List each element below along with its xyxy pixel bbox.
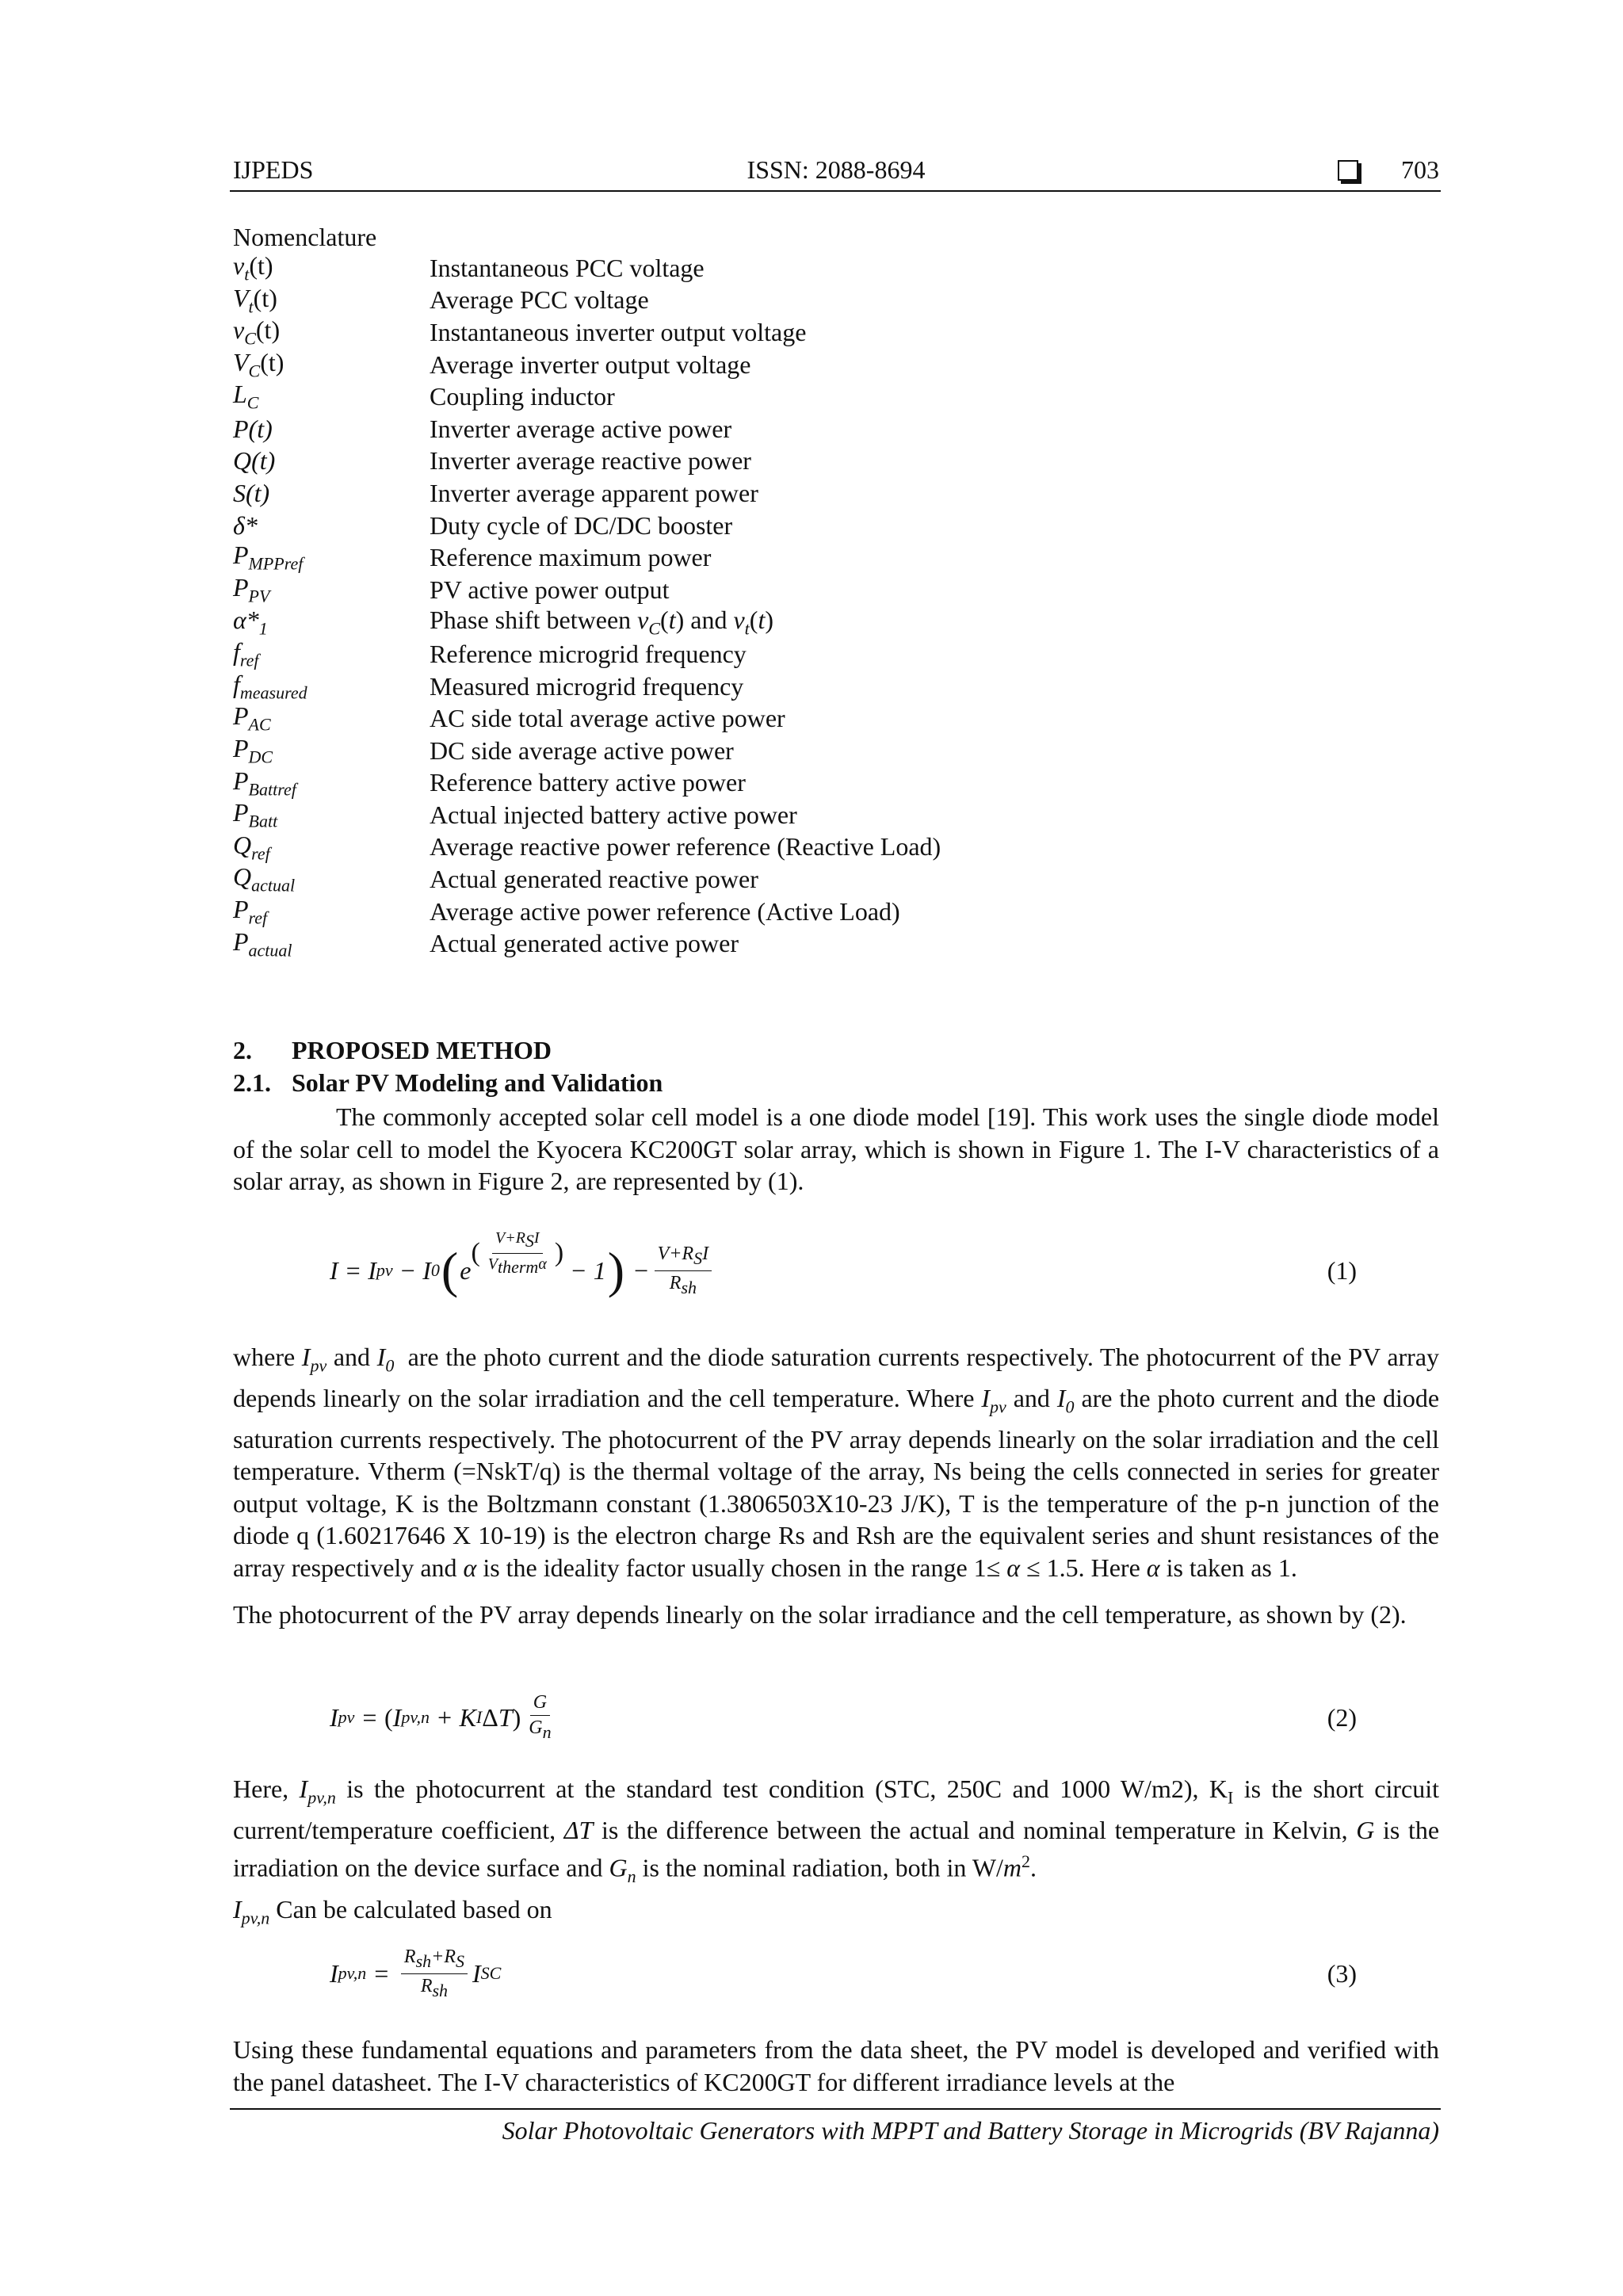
nomenclature-row: [233, 445, 1422, 478]
nomenclature-row: [233, 316, 1422, 349]
journal-name: IJPEDS: [233, 155, 314, 184]
nomenclature-description: Actual generated active power: [430, 929, 739, 958]
section-heading: 2. PROPOSED METHOD: [233, 1036, 552, 1064]
nomenclature-symbol: $Q_{actual}$: [233, 862, 296, 896]
nomenclature-row: [233, 702, 1422, 735]
nomenclature-row: [233, 477, 1422, 510]
paragraph-where: where $I_{pv}$ and $I_0$ are the photo current and the diode saturation currents respectively. The photocurrent of the PV array depends linearly on the solar irradiation and the cell temperature. Where $I_{pv}$ and $I_0$ are the photo current and the diode saturation currents respectively. The photocurrent of the PV array depends linearly on the solar irradiation and the cell temperature. Vtherm (=NskT/q) is the thermal voltage of the array, Ns being the cells connected in series for greater output voltage, K is the Boltzmann constant (1.3806503X10-23 J/K), T is the temperature of the p-n junction of the diode q (1.60217646 X 10-19) is the electron charge Rs and Rsh are the equivalent series and shunt resistances of the array respectively and α is the ideality factor usually chosen in the range 1≤ α ≤ 1.5. Here α is taken as 1.: [233, 1343, 1440, 1582]
nomenclature-row: [233, 285, 1422, 317]
nomenclature-symbol: $P_{MPPref}$: [233, 541, 304, 574]
nomenclature-symbol: $P_{Batt}$: [233, 798, 278, 831]
nomenclature-symbol: Q(t): [233, 446, 276, 476]
nomenclature-description: PV active power output: [430, 575, 670, 604]
nomenclature-row: [233, 767, 1422, 800]
nomenclature-description: Actual injected battery active power: [430, 800, 797, 829]
nomenclature-row: [233, 510, 1422, 542]
nomenclature-description: Reference battery active power: [430, 768, 746, 797]
nomenclature-symbol: $P_{DC}$: [233, 734, 273, 767]
nomenclature-description: DC side average active power: [430, 735, 734, 765]
nomenclature-symbol: $P_{PV}$: [233, 573, 270, 606]
nomenclature-description: Average PCC voltage: [430, 285, 649, 315]
equation-1: I = I pv − I 0 ( e ( $\frac{V+R_SI}{V_{therm}\alpha}$ ) − 1 ) − $\frac{V+R_SI}{R_{sh}}$ (1): [233, 1227, 1439, 1314]
nomenclature-row: [233, 541, 1422, 574]
equation-3: I pv,n = $\frac{R_{sh}+R_S}{R_{sh}}$ I SC (3): [233, 1930, 1439, 2017]
nomenclature-symbol: $P_{AC}$: [233, 701, 271, 735]
nomenclature-symbol: $P_{ref}$: [233, 894, 268, 928]
page-number: 703: [1401, 155, 1439, 184]
nomenclature-row: [233, 831, 1422, 864]
nomenclature-description: Coupling inductor: [430, 382, 615, 411]
nomenclature-description: Actual generated reactive power: [430, 865, 758, 894]
nomenclature-description: Duty cycle of DC/DC booster: [430, 510, 733, 540]
header-rule: [230, 190, 1441, 192]
nomenclature-description: Instantaneous PCC voltage: [430, 253, 705, 282]
issn: ISSN: 2088-8694: [747, 155, 926, 184]
nomenclature-row: [233, 380, 1422, 413]
running-footer: Solar Photovoltaic Generators with MPPT and Battery Storage in Microgrids (BV Rajanna): [502, 2116, 1439, 2145]
running-header: [233, 155, 1439, 190]
nomenclature-symbol: $v_t(t)$: [233, 251, 273, 285]
nomenclature-row: [233, 574, 1422, 606]
nomenclature-row: [233, 413, 1422, 445]
equation-number: (2): [1327, 1702, 1357, 1732]
nomenclature-description: Phase shift between $v_C(t)$ and $v_t(t)$: [430, 605, 773, 639]
subsection-heading: 2.1. Solar PV Modeling and Validation: [233, 1068, 663, 1097]
nomenclature-symbol: $\alpha*_1$: [233, 605, 268, 639]
nomenclature-symbol: $f_{ref}$: [233, 637, 259, 670]
nomenclature-description: Average reactive power reference (Reactive Load): [430, 832, 941, 861]
nomenclature-row: [233, 670, 1422, 703]
nomenclature-row: [233, 896, 1422, 928]
nomenclature-description: Inverter average reactive power: [430, 446, 751, 476]
nomenclature-symbol: $v_C(t)$: [233, 315, 281, 349]
nomenclature-symbol: $f_{measured}$: [233, 669, 307, 703]
nomenclature-row: [233, 927, 1422, 960]
equation-number: (1): [1327, 1255, 1357, 1285]
nomenclature-row: [233, 252, 1422, 285]
footer-rule: [230, 2108, 1441, 2110]
nomenclature-symbol: $V_t(t)$: [233, 283, 277, 317]
nomenclature-symbol: $V_C(t)$: [233, 347, 285, 381]
nomenclature-description: Average active power reference (Active Load): [430, 896, 900, 926]
nomenclature-symbol: $Q_{ref}$: [233, 830, 270, 864]
nomenclature-symbol: $P_{actual}$: [233, 926, 292, 960]
nomenclature-symbol: δ*: [233, 510, 258, 540]
nomenclature-row: [233, 863, 1422, 896]
nomenclature-description: Inverter average apparent power: [430, 478, 758, 507]
nomenclature-symbol: $L_C$: [233, 380, 259, 413]
nomenclature-description: Instantaneous inverter output voltage: [430, 317, 807, 346]
paragraph-conclusion: Using these fundamental equations and parameters from the data sheet, the PV model is developed and verified with the panel datasheet. The I-V characteristics of KC200GT for different irradiance levels at the: [233, 2035, 1439, 2096]
paragraph-photocurrent: The photocurrent of the PV array depends linearly on the solar irradiance and the cell temperature, as shown by (2).: [233, 1600, 1407, 1629]
nomenclature-row: [233, 638, 1422, 670]
nomenclature-description: Average inverter output voltage: [430, 350, 751, 379]
nomenclature-row: [233, 799, 1422, 831]
nomenclature-symbol: P(t): [233, 414, 273, 443]
equation-number: (3): [1327, 1958, 1357, 1988]
nomenclature-symbol: $P_{Battref}$: [233, 766, 296, 799]
nomenclature-row: [233, 606, 1422, 639]
nomenclature-description: AC side total average active power: [430, 704, 785, 733]
paragraph-here: Here, $I_{pv,n}$ is the photocurrent at the standard test condition (STC, 250C and 1000 W/m2), $K_I$ is the short circuit current/temperature coefficient, ΔT is the difference between the actual and nominal temperature in Kelvin, G is the irradiation on the device surface and $G_n$ is the nominal radiation, both in $W/m^2$. $I_{pv,n}$ Can be calculated based on: [233, 1775, 1440, 1928]
nomenclature-row: [233, 349, 1422, 381]
equation-2: I pv = ( I pv,n + K I Δ T ) $\frac{G}{G_n}$ (2): [233, 1674, 1439, 1761]
nomenclature-title: Nomenclature: [233, 223, 377, 251]
nomenclature-description: Reference maximum power: [430, 543, 712, 572]
nomenclature-description: Measured microgrid frequency: [430, 671, 744, 701]
nomenclature-row: [233, 735, 1422, 767]
checkbox-square-icon: [1338, 160, 1358, 181]
nomenclature-list: [233, 252, 1422, 960]
paragraph-intro: The commonly accepted solar cell model is a one diode model [19]. This work uses the single diode model of the solar cell to model the Kyocera KC200GT solar array, which is shown in Figure 1. The I-V characteristics of a solar array, as shown in Figure 2, are represented by (1).: [233, 1102, 1439, 1195]
nomenclature-description: Inverter average active power: [430, 414, 732, 443]
nomenclature-description: Reference microgrid frequency: [430, 639, 747, 668]
nomenclature-symbol: S(t): [233, 478, 270, 507]
